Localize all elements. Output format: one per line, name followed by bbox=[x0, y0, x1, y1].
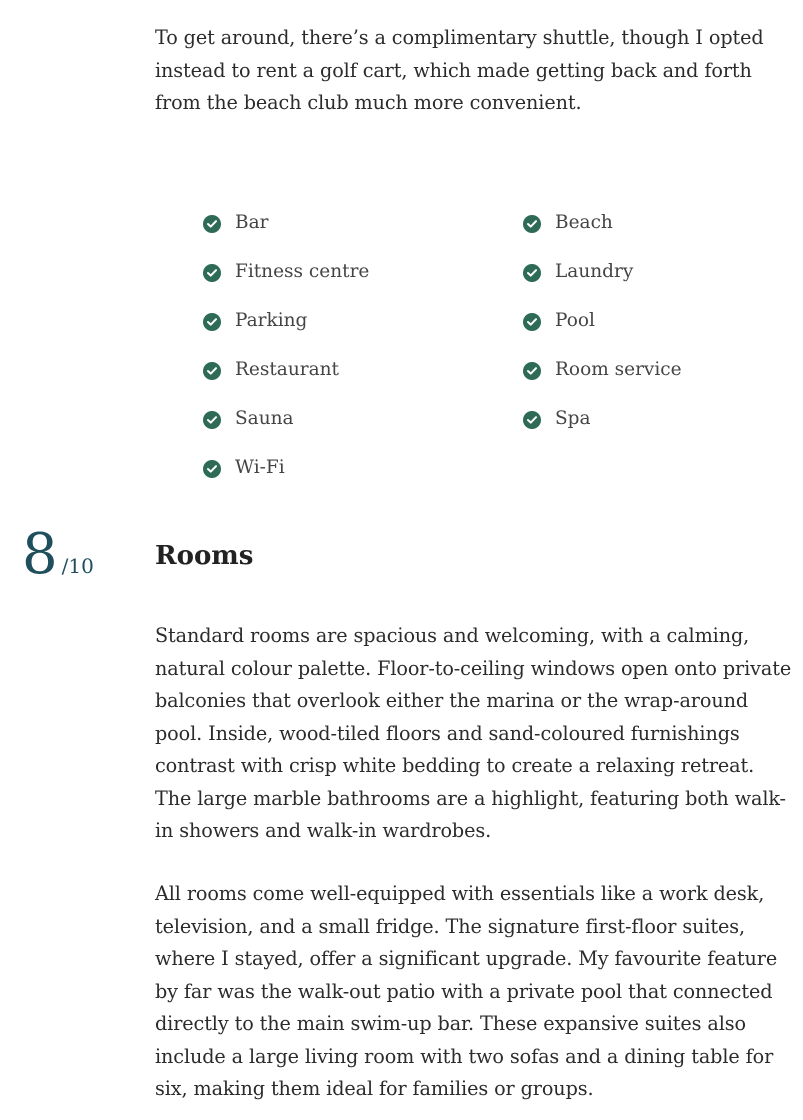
amenity-item bbox=[523, 205, 763, 239]
check-circle-icon bbox=[523, 411, 541, 429]
check-circle-icon bbox=[523, 215, 541, 233]
amenity-item bbox=[523, 254, 763, 288]
check-circle-icon bbox=[523, 264, 541, 282]
rooms-score bbox=[22, 520, 94, 590]
score-max: /10 bbox=[61, 554, 94, 578]
amenity-item bbox=[203, 401, 523, 435]
amenity-label: Parking bbox=[235, 309, 308, 331]
section-title-rooms: Rooms bbox=[155, 541, 254, 571]
intro-paragraph: To get around, there’s a complimentary shuttle, though I opted instead to rent a golf cart, which made getting back and forth from the beach club much more convenient. bbox=[155, 26, 764, 114]
amenity-item bbox=[203, 352, 523, 386]
amenity-item bbox=[523, 401, 763, 435]
amenity-label: Sauna bbox=[235, 407, 294, 429]
amenity-label: Fitness centre bbox=[235, 260, 370, 282]
score-value: 8 bbox=[22, 522, 58, 587]
check-circle-icon bbox=[203, 313, 221, 331]
check-circle-icon bbox=[203, 460, 221, 478]
check-circle-icon bbox=[203, 362, 221, 380]
amenity-item bbox=[523, 303, 763, 337]
amenity-item bbox=[523, 352, 763, 386]
check-circle-icon bbox=[203, 264, 221, 282]
amenity-label: Room service bbox=[555, 358, 682, 380]
amenity-label: Restaurant bbox=[235, 358, 339, 380]
amenity-item bbox=[203, 450, 523, 484]
amenity-item bbox=[203, 303, 523, 337]
amenity-label: Laundry bbox=[555, 260, 634, 282]
check-circle-icon bbox=[523, 362, 541, 380]
rooms-paragraph-1: Standard rooms are spacious and welcoming, with a calming, natural colour palette. Floor-to-ceiling windows open onto private balconies that overlook either the marina or the wrap-around pool. Inside, wood-tiled floors and sand-coloured furnishings contrast with crisp white bedding to create a relaxing retreat. The large marble bathrooms are a highlight, featuring both walk-in showers and walk-in wardrobes. bbox=[155, 624, 792, 842]
check-circle-icon bbox=[203, 215, 221, 233]
amenities-list bbox=[203, 205, 763, 499]
amenity-label: Wi-Fi bbox=[235, 456, 285, 478]
amenity-label: Beach bbox=[555, 211, 613, 233]
amenity-item bbox=[203, 205, 523, 239]
amenity-item bbox=[203, 254, 523, 288]
check-circle-icon bbox=[523, 313, 541, 331]
amenity-label: Spa bbox=[555, 407, 591, 429]
check-circle-icon bbox=[203, 411, 221, 429]
amenity-label: Pool bbox=[555, 309, 595, 331]
amenity-label: Bar bbox=[235, 211, 269, 233]
rooms-paragraph-2: All rooms come well-equipped with essentials like a work desk, television, and a small fridge. The signature first-floor suites, where I stayed, offer a significant upgrade. My favourite feature by far was the walk-out patio with a private pool that connected directly to the main swim-up bar. These expansive suites also include a large living room with two sofas and a dining table for six, making them ideal for families or groups. bbox=[155, 882, 778, 1100]
